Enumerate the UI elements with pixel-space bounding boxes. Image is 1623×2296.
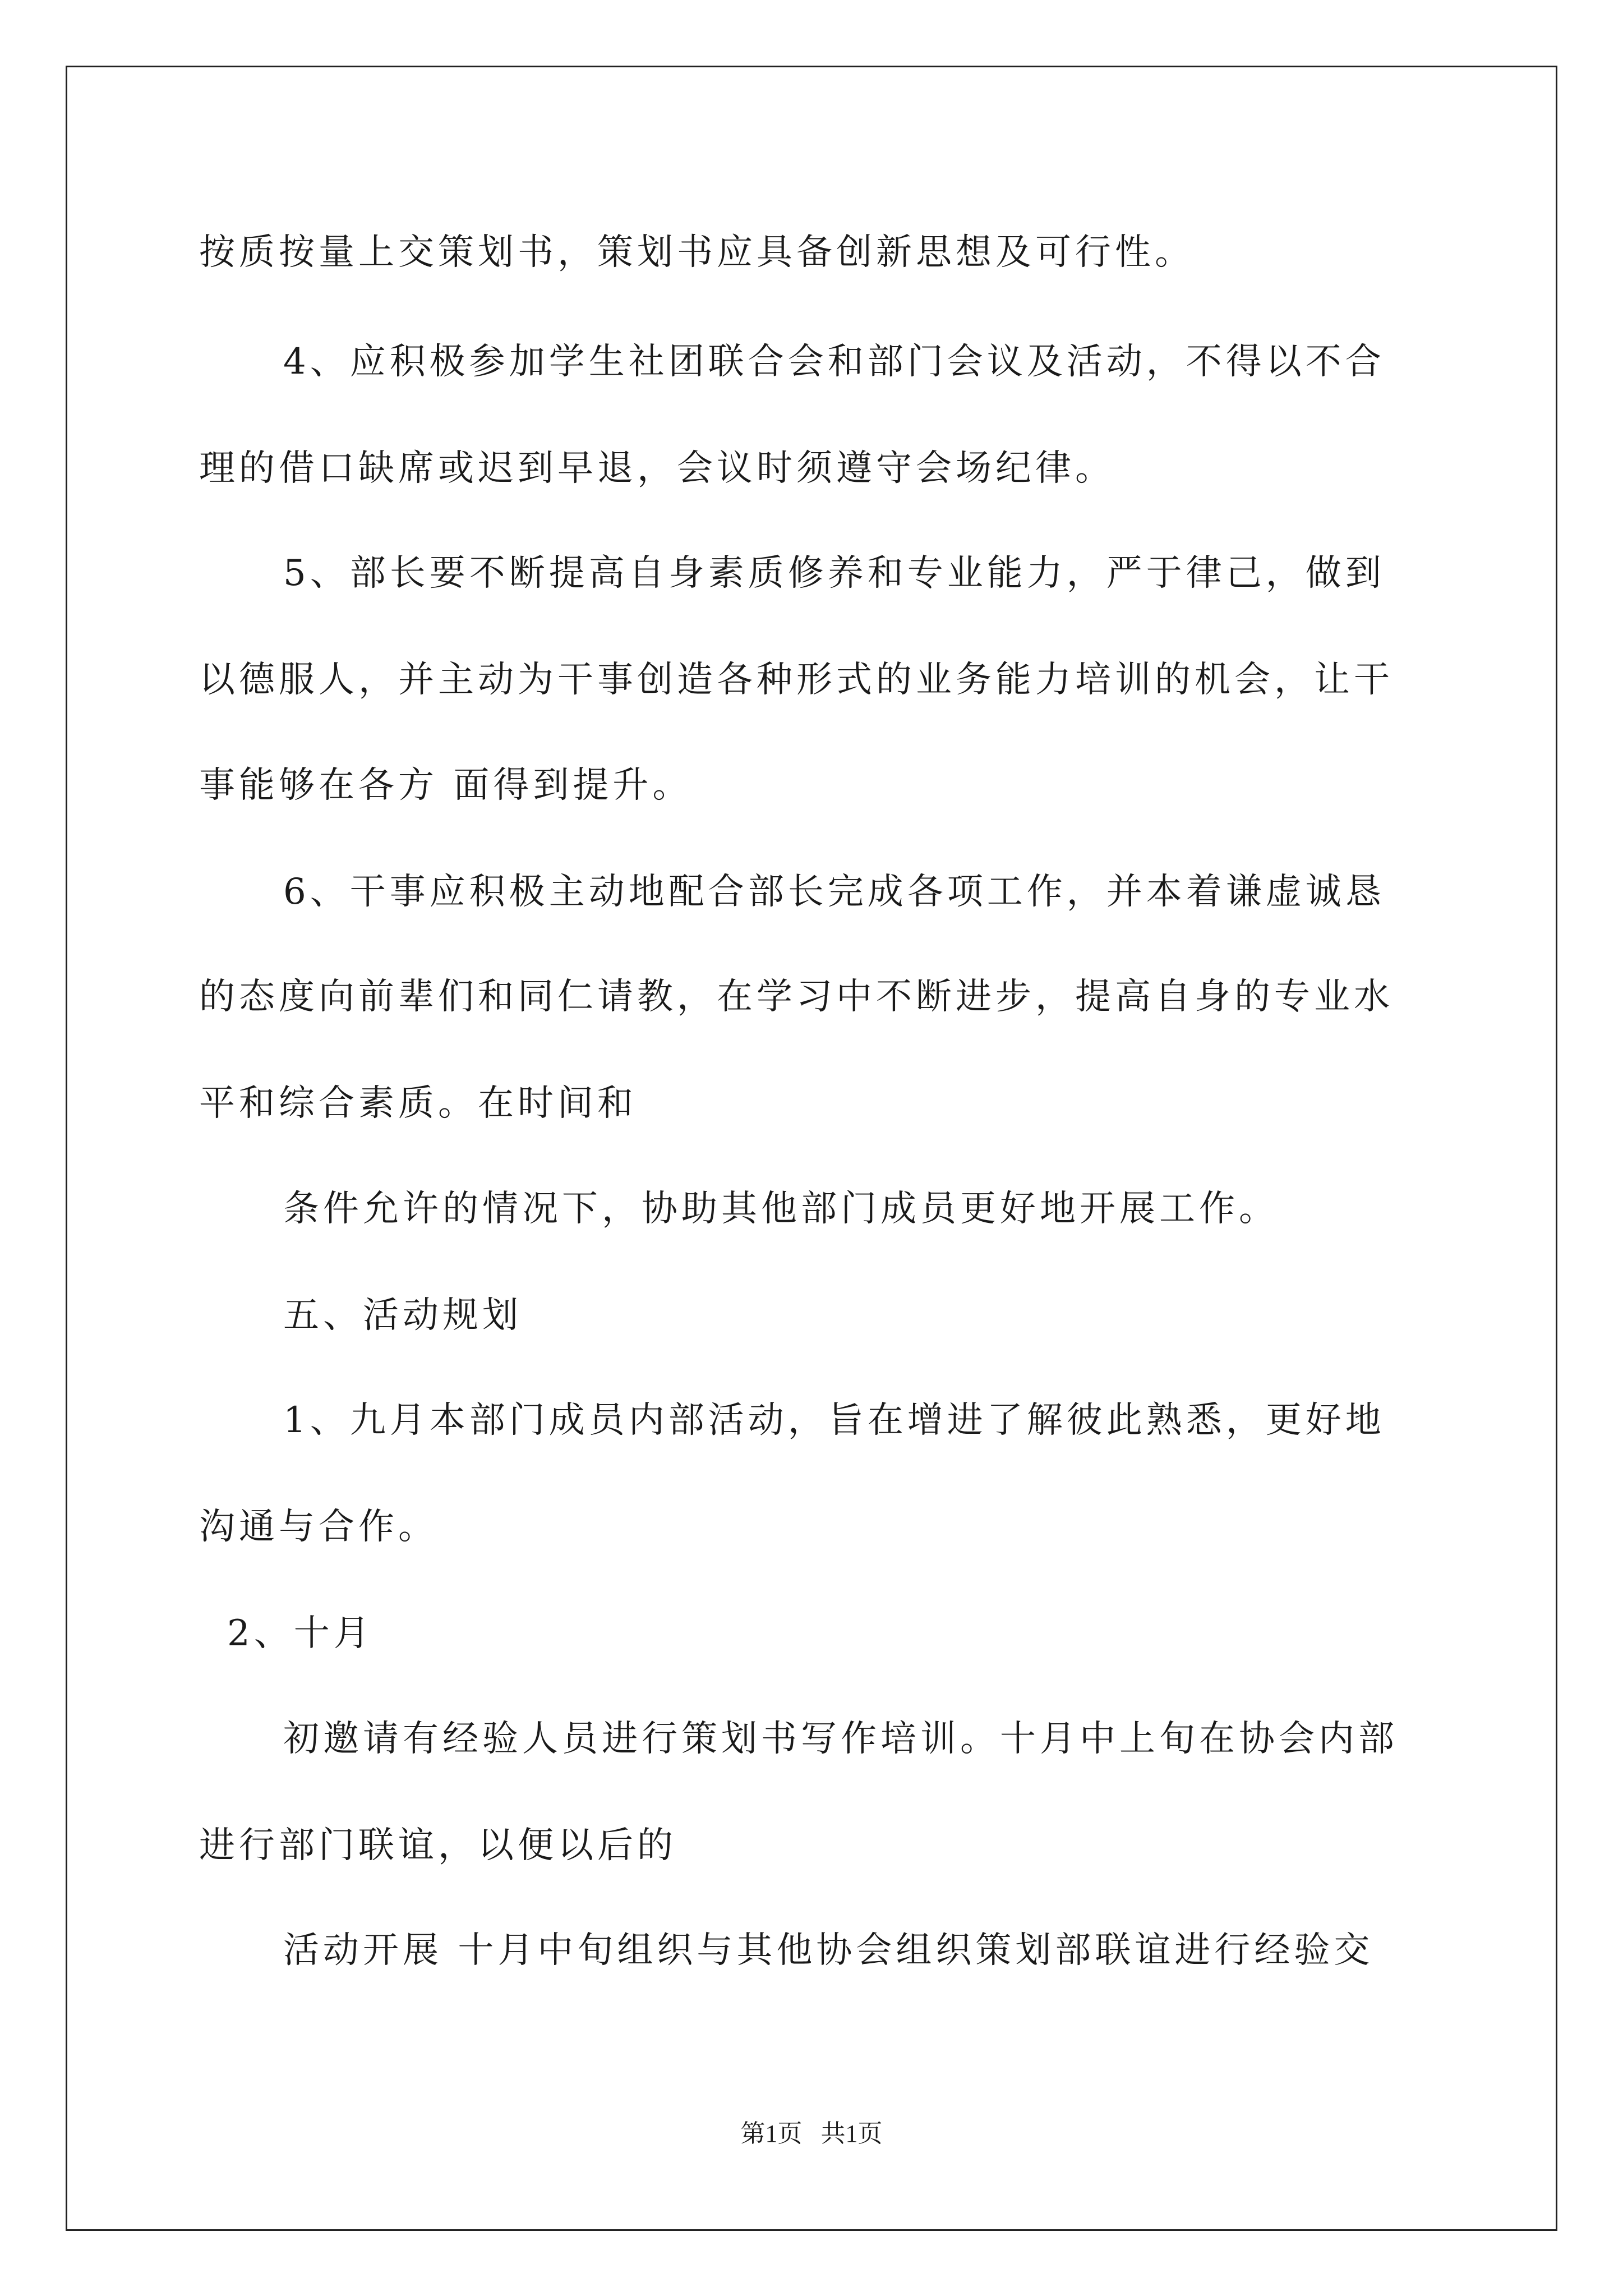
body-line: 的态度向前辈们和同仁请教，在学习中不断进步，提高自身的专业水 xyxy=(199,976,1394,1018)
body-line: 6、干事应积极主动地配合部长完成各项工作，并本着谦虚诚恳 xyxy=(283,871,1385,913)
body-line: 以德服人，并主动为干事创造各种形式的业务能力培训的机会，让干 xyxy=(199,659,1394,701)
body-line: 进行部门联谊，以便以后的 xyxy=(199,1825,677,1866)
body-line: 2、十月 xyxy=(227,1613,374,1654)
body-line: 沟通与合作。 xyxy=(199,1506,438,1548)
body-line: 4、应积极参加学生社团联合会和部门会议及活动，不得以不合 xyxy=(283,341,1385,383)
body-line: 事能够在各方 面得到提升。 xyxy=(199,765,693,806)
body-line: 1、九月本部门成员内部活动，旨在增进了解彼此熟悉，更好地 xyxy=(283,1400,1385,1441)
page-border xyxy=(66,66,1557,2231)
body-line: 理的借口缺席或迟到早退，会议时须遵守会场纪律。 xyxy=(199,448,1115,489)
body-line: 按质按量上交策划书，策划书应具备创新思想及可行性。 xyxy=(199,232,1195,273)
body-line: 5、部长要不断提高自身素质修养和专业能力，严于律己，做到 xyxy=(283,553,1385,594)
section-heading: 五、活动规划 xyxy=(283,1295,522,1336)
body-line: 初邀请有经验人员进行策划书写作培训。十月中上旬在协会内部 xyxy=(283,1718,1398,1760)
body-line: 活动开展 十月中旬组织与其他协会组织策划部联谊进行经验交 xyxy=(283,1930,1374,1971)
body-line: 平和综合素质。在时间和 xyxy=(199,1083,637,1124)
body-line: 条件允许的情况下，协助其他部门成员更好地开展工作。 xyxy=(283,1188,1279,1230)
page-footer: 第1页 共1页 xyxy=(740,2120,883,2147)
